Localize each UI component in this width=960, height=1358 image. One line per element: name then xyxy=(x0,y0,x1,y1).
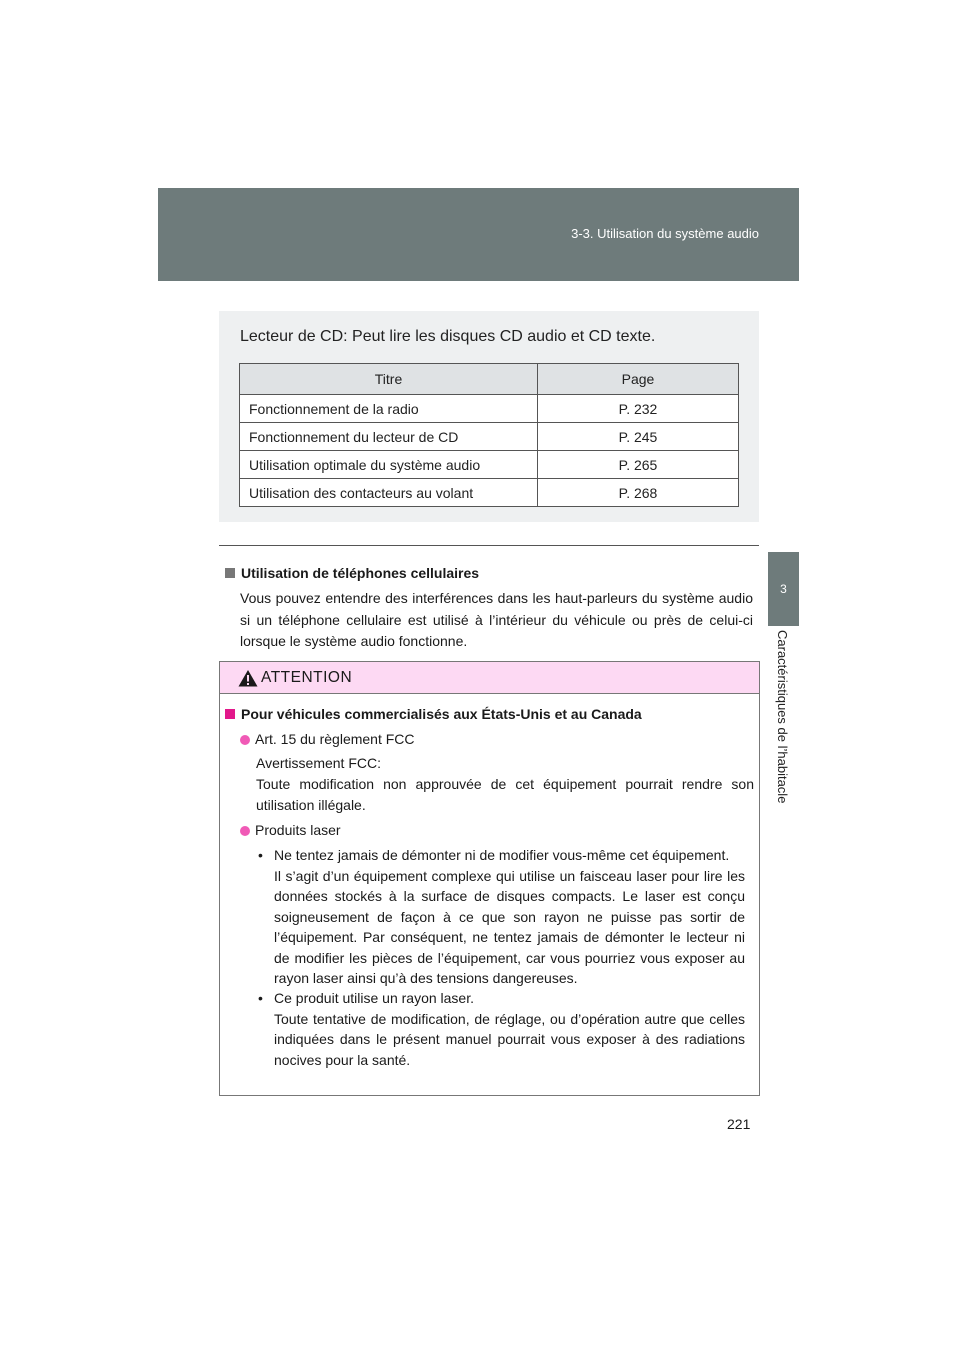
warning-header xyxy=(220,662,759,694)
row-page: P. 268 xyxy=(538,479,739,507)
page-number: 221 xyxy=(727,1116,751,1132)
warning-title: ATTENTION xyxy=(261,669,353,686)
row-page: P. 245 xyxy=(538,423,739,451)
section-body: Vous pouvez entendre des interférences dans les haut-parleurs du système audio si un téléphone cellulaire est utilisé à l’intérieur du véhicule ou près de celui-ci lorsque le système audio fonctionne. xyxy=(240,590,753,649)
list-item xyxy=(240,729,415,750)
bullet2-first: Ce produit utilise un rayon laser. xyxy=(274,990,474,1006)
bullet-glyph: • xyxy=(258,847,263,863)
pink-dot-bullet-icon xyxy=(240,735,250,745)
row-page: P. 265 xyxy=(538,451,739,479)
page-reference-table xyxy=(239,363,739,507)
item1-line2: Toute modification non approuvée de cet équipement pourrait rendre son utilisation illégale. xyxy=(256,776,754,813)
item1-title: Art. 15 du règlement FCC xyxy=(255,731,415,747)
section-title-text: Utilisation de téléphones cellulaires xyxy=(241,565,480,581)
pink-dot-bullet-icon xyxy=(240,826,250,836)
bullet1-second: Il s’agit d’un équipement complexe qui utilise un faisceau laser pour lire les données stockés à la surface de disques compacts. Le laser est conçu soigneusement de façon à ce que son rayon ne puisse pas sortir de l’équipement. Par conséquent, ne tentez jamais de démonter le lecteur ni de modifier les pièces de l’équipement, car vous pourriez vous exposer au rayon laser ainsi qu’à des tensions dangereuses. xyxy=(274,867,745,986)
chapter-side-label-text: Caractéristiques de l’habitacle xyxy=(775,630,790,804)
square-bullet-icon xyxy=(225,568,235,578)
row-title: Fonctionnement du lecteur de CD xyxy=(240,423,538,451)
table-row xyxy=(240,395,739,423)
chapter-header xyxy=(158,188,799,281)
column-header-page: Page xyxy=(538,364,739,395)
warning-subtitle-text: Pour véhicules commercialisés aux États-Unis et au Canada xyxy=(241,706,642,722)
column-header-title: Titre xyxy=(240,364,538,395)
bullet1-text xyxy=(274,845,745,989)
bullet1-first: Ne tentez jamais de démonter ni de modifier vous-même cet équipement. xyxy=(274,847,730,863)
section-title xyxy=(225,565,479,581)
row-title: Fonctionnement de la radio xyxy=(240,395,538,423)
list-item xyxy=(240,820,341,841)
warning-triangle-icon xyxy=(238,669,258,687)
chapter-tab: 3 xyxy=(768,552,799,626)
chapter-side-label xyxy=(770,630,796,830)
table-row xyxy=(240,423,739,451)
row-title: Utilisation optimale du système audio xyxy=(240,451,538,479)
table-row xyxy=(240,451,739,479)
warning-box xyxy=(219,661,760,1096)
warning-subtitle xyxy=(225,706,642,722)
bullet-glyph: • xyxy=(258,990,263,1006)
pink-square-bullet-icon xyxy=(225,709,235,719)
section-divider xyxy=(219,545,759,546)
cd-intro-text: Lecteur de CD: Peut lire les disques CD audio et CD texte. xyxy=(240,328,656,345)
section-breadcrumb: 3-3. Utilisation du système audio xyxy=(571,226,759,241)
row-page: P. 232 xyxy=(538,395,739,423)
row-title: Utilisation des contacteurs au volant xyxy=(240,479,538,507)
item1-line1: Avertissement FCC: xyxy=(256,755,381,771)
bullet2-text xyxy=(274,988,745,1070)
bullet2-second: Toute tentative de modification, de réglage, ou d’opération autre que celles indiquées dans le présent manuel pourrait vous exposer à des radiations nocives pour la santé. xyxy=(274,1010,745,1068)
table-row xyxy=(240,479,739,507)
cd-info-box xyxy=(219,311,759,522)
item2-title: Produits laser xyxy=(255,822,341,838)
table-header-row xyxy=(240,364,739,395)
